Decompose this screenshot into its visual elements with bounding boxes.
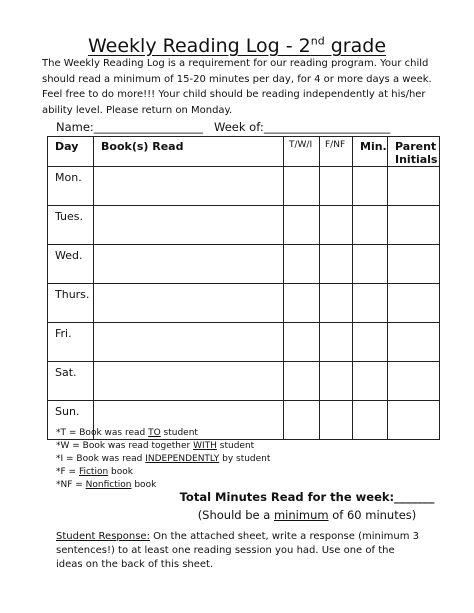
table-row	[48, 245, 440, 284]
legend-item: *W = Book was read together WITH student	[56, 441, 255, 451]
day-label: Fri.	[48, 323, 94, 362]
intro-paragraph: The Weekly Reading Log is a requirement for our reading program. Your child should read a minimum of 15-20 minutes per day, for 4 or more days a week. Feel free to do more!!! Your child should be reading independently at his/her ability level. Please return on Monday.	[42, 58, 432, 116]
initials-cell[interactable]	[388, 206, 440, 245]
day-label: Tues.	[48, 206, 94, 245]
title-suffix: grade	[324, 35, 387, 57]
legend-item: *F = Fiction book	[56, 467, 133, 477]
day-label: Wed.	[48, 245, 94, 284]
fnf-cell[interactable]	[320, 401, 353, 440]
twi-cell[interactable]	[284, 167, 320, 206]
initials-cell[interactable]	[388, 167, 440, 206]
twi-cell[interactable]	[284, 206, 320, 245]
total-minutes-block	[0, 488, 474, 524]
header-day: Day	[48, 137, 94, 167]
books-cell[interactable]	[94, 284, 284, 323]
minutes-cell[interactable]	[353, 401, 388, 440]
fnf-cell[interactable]	[320, 362, 353, 401]
books-cell[interactable]	[94, 245, 284, 284]
header-twi: T/W/I	[284, 137, 320, 167]
reading-log-table	[47, 136, 440, 440]
twi-cell[interactable]	[284, 401, 320, 440]
total-minutes-line[interactable]: Total Minutes Read for the week:_______	[179, 490, 435, 504]
minutes-cell[interactable]	[353, 362, 388, 401]
initials-cell[interactable]	[388, 401, 440, 440]
twi-cell[interactable]	[284, 362, 320, 401]
header-parent-initials: Parent Initials	[388, 137, 440, 167]
table-row	[48, 323, 440, 362]
minutes-cell[interactable]	[353, 167, 388, 206]
books-cell[interactable]	[94, 206, 284, 245]
twi-cell[interactable]	[284, 284, 320, 323]
initials-cell[interactable]	[388, 323, 440, 362]
minutes-cell[interactable]	[353, 284, 388, 323]
table-row	[48, 362, 440, 401]
header-fnf: F/NF	[320, 137, 353, 167]
minutes-cell[interactable]	[353, 206, 388, 245]
initials-cell[interactable]	[388, 284, 440, 323]
response-label: Student Response:	[56, 531, 150, 542]
fnf-cell[interactable]	[320, 206, 353, 245]
twi-cell[interactable]	[284, 245, 320, 284]
minimum-note: (Should be a minimum of 60 minutes)	[197, 508, 417, 522]
day-label: Thurs.	[48, 284, 94, 323]
initials-cell[interactable]	[388, 362, 440, 401]
books-cell[interactable]	[94, 362, 284, 401]
name-week-line[interactable]: Name:___________________ Week of:______________________	[56, 120, 391, 134]
page-title	[0, 34, 474, 58]
fnf-cell[interactable]	[320, 323, 353, 362]
title-superscript: nd	[310, 34, 325, 48]
day-label: Sat.	[48, 362, 94, 401]
header-books-read: Book(s) Read	[94, 137, 284, 167]
day-label: Mon.	[48, 167, 94, 206]
initials-cell[interactable]	[388, 245, 440, 284]
legend-item: *I = Book was read INDEPENDENTLY by student	[56, 454, 271, 464]
fnf-cell[interactable]	[320, 167, 353, 206]
twi-cell[interactable]	[284, 323, 320, 362]
fnf-cell[interactable]	[320, 284, 353, 323]
day-label: Sun.	[48, 401, 94, 440]
legend	[56, 427, 270, 492]
minutes-cell[interactable]	[353, 245, 388, 284]
table-row	[48, 284, 440, 323]
fnf-cell[interactable]	[320, 245, 353, 284]
table-row	[48, 206, 440, 245]
response-text: On the attached sheet, write a response (minimum 3 sentences!) to at least one reading session you had. Use one of the ideas on the back of this sheet.	[56, 531, 419, 570]
header-minutes: Min.	[353, 137, 388, 167]
title-text: Weekly Reading Log - 2	[87, 35, 311, 57]
minutes-cell[interactable]	[353, 323, 388, 362]
legend-item: *NF = Nonfiction book	[56, 480, 157, 490]
legend-item: *T = Book was read TO student	[56, 428, 198, 438]
books-cell[interactable]	[94, 323, 284, 362]
books-cell[interactable]	[94, 167, 284, 206]
table-header-row	[48, 137, 440, 167]
table-row	[48, 167, 440, 206]
student-response-instructions	[56, 530, 421, 572]
